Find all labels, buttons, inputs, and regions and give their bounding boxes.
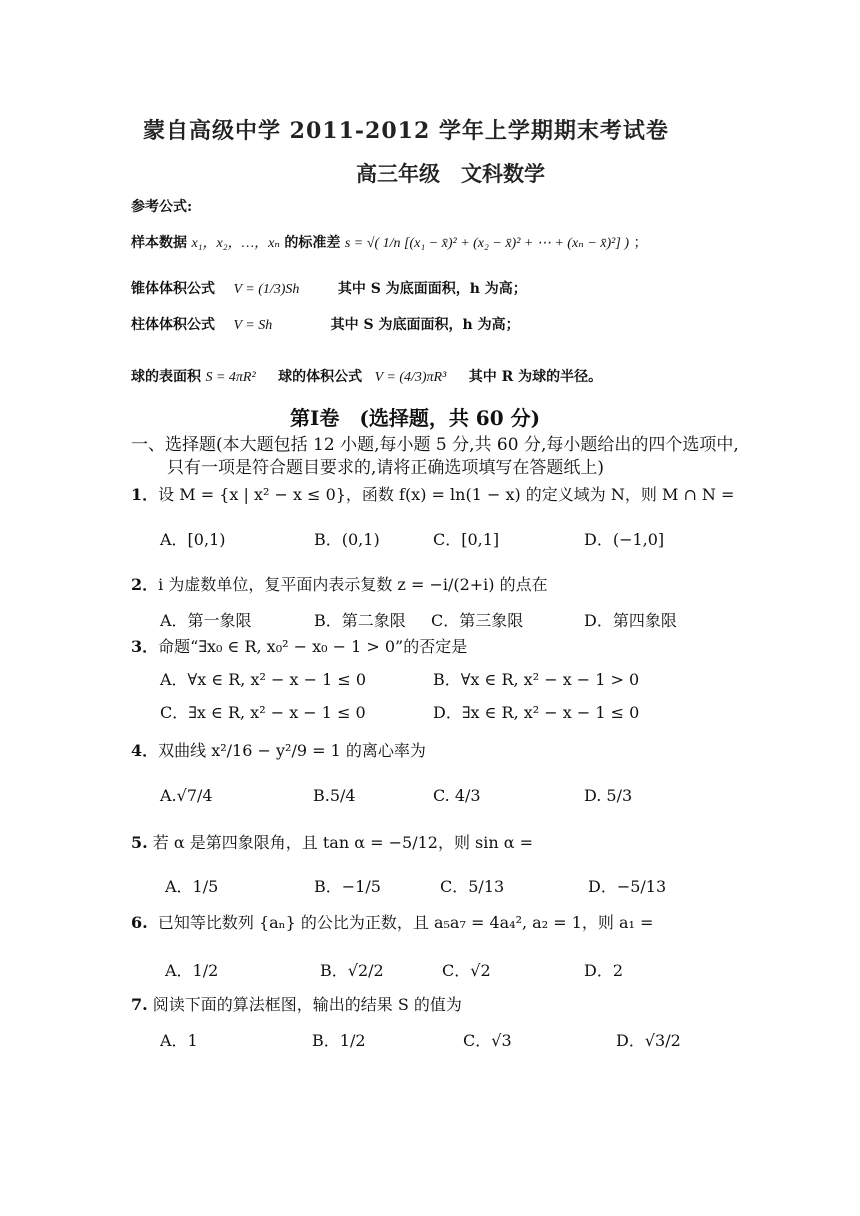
q3-option-a[interactable]: A．∀x ∈ R, x² − x − 1 ≤ 0: [160, 670, 367, 689]
cone-note: 其中 S 为底面面积，h 为高；: [337, 281, 527, 297]
sphere-vol-formula: V = (4/3)πR³: [374, 370, 447, 385]
instruction-line-1: 一、选择题(本大题包括 12 小题,每小题 5 分,共 60 分,每小题给出的四个选项中,: [131, 435, 739, 455]
sphere-formula-row: [131, 366, 602, 386]
q6-option-d[interactable]: D．2: [584, 961, 624, 980]
q1-option-d[interactable]: D．(−1,0]: [584, 530, 665, 549]
cone-formula-row: [131, 278, 527, 298]
std-label: 样本数据: [131, 235, 187, 251]
q1-option-b[interactable]: B．(0,1): [314, 530, 380, 549]
sphere-note: 其中 R 为球的半径。: [468, 369, 603, 385]
q5-option-c[interactable]: C．5/13: [440, 877, 505, 896]
q4-option-d[interactable]: D. 5/3: [584, 786, 633, 805]
section-title: 第Ⅰ卷 (选择题，共 60 分): [290, 406, 541, 430]
q7-option-b[interactable]: B．1/2: [312, 1031, 366, 1050]
q6-option-c[interactable]: C．√2: [442, 961, 491, 980]
q6-option-a[interactable]: A．1/2: [165, 961, 219, 980]
std-end: ；: [633, 235, 648, 251]
std-vars: x₁，x₂，…，xₙ: [191, 236, 280, 251]
cyl-label: 柱体体积公式: [131, 317, 215, 333]
q5-option-d[interactable]: D．−5/13: [588, 877, 667, 896]
q1-option-c[interactable]: C．[0,1]: [433, 530, 500, 549]
sphere-area-label: 球的表面积: [131, 369, 201, 385]
question-5-stem: 5. 若 α 是第四象限角，且 tan α = −5/12，则 sin α =: [131, 833, 534, 852]
q5-option-a[interactable]: A．1/5: [165, 877, 219, 896]
q7-option-d[interactable]: D．√3/2: [616, 1031, 681, 1050]
q4-option-b[interactable]: B.5/4: [313, 786, 356, 805]
question-3-stem: 3．命题“∃x₀ ∈ R, x₀² − x₀ − 1 > 0”的否定是: [131, 637, 468, 656]
q5-option-b[interactable]: B．−1/5: [314, 877, 381, 896]
cone-label: 锥体体积公式: [131, 281, 215, 297]
q2-option-a[interactable]: A．第一象限: [160, 611, 252, 630]
question-7-stem: 7. 阅读下面的算法框图，输出的结果 S 的值为: [131, 995, 462, 1014]
q1-option-a[interactable]: A．[0,1): [160, 530, 226, 549]
formulas-heading: 参考公式:: [131, 199, 193, 215]
q2-option-d[interactable]: D．第四象限: [584, 611, 677, 630]
q2-option-b[interactable]: B．第二象限: [314, 611, 406, 630]
exam-title: 蒙自高级中学 2011-2012 学年上学期期末考试卷: [143, 118, 669, 144]
cyl-formula: V = Sh: [233, 318, 273, 333]
q7-option-a[interactable]: A．1: [160, 1031, 198, 1050]
q2-option-c[interactable]: C．第三象限: [431, 611, 524, 630]
q3-option-c[interactable]: C．∃x ∈ R, x² − x − 1 ≤ 0: [160, 703, 366, 722]
sphere-area-formula: S = 4πR²: [205, 370, 256, 385]
question-4-stem: 4．双曲线 x²/16 − y²/9 = 1 的离心率为: [131, 741, 426, 760]
q3-option-d[interactable]: D．∃x ∈ R, x² − x − 1 ≤ 0: [433, 703, 640, 722]
cylinder-formula-row: [131, 314, 520, 334]
question-6-stem: 6. 已知等比数列 {aₙ} 的公比为正数，且 a₅a₇ = 4a₄², a₂ = 1，则 a₁ =: [131, 913, 654, 932]
q3-option-b[interactable]: B．∀x ∈ R, x² − x − 1 > 0: [433, 670, 640, 689]
std-formula: s = √( 1/n [(x₁ − x̄)² + (x₂ − x̄)² + ⋯ + (xₙ − x̄)²] ): [344, 236, 629, 251]
q4-option-c[interactable]: C. 4/3: [433, 786, 481, 805]
cyl-note: 其中 S 为底面面积，h 为高；: [330, 317, 520, 333]
question-2-stem: 2．i 为虚数单位，复平面内表示复数 z = −i/(2+i) 的点在: [131, 575, 548, 594]
instruction-line-2: 只有一项是符合题目要求的,请将正确选项填写在答题纸上): [167, 458, 605, 478]
std-mid: 的标准差: [284, 235, 341, 251]
exam-subtitle: 高三年级 文科数学: [356, 161, 545, 186]
sphere-vol-label: 球的体积公式: [278, 369, 363, 385]
question-1-stem: 1．设 M = {x | x² − x ≤ 0}，函数 f(x) = ln(1 − x) 的定义域为 N，则 M ∩ N =: [131, 485, 735, 504]
q4-option-a[interactable]: A.√7/4: [160, 786, 213, 805]
q6-option-b[interactable]: B．√2/2: [320, 961, 384, 980]
cone-formula: V = (1/3)Sh: [233, 282, 300, 297]
q7-option-c[interactable]: C．√3: [463, 1031, 512, 1050]
std-formula-row: [131, 232, 647, 252]
